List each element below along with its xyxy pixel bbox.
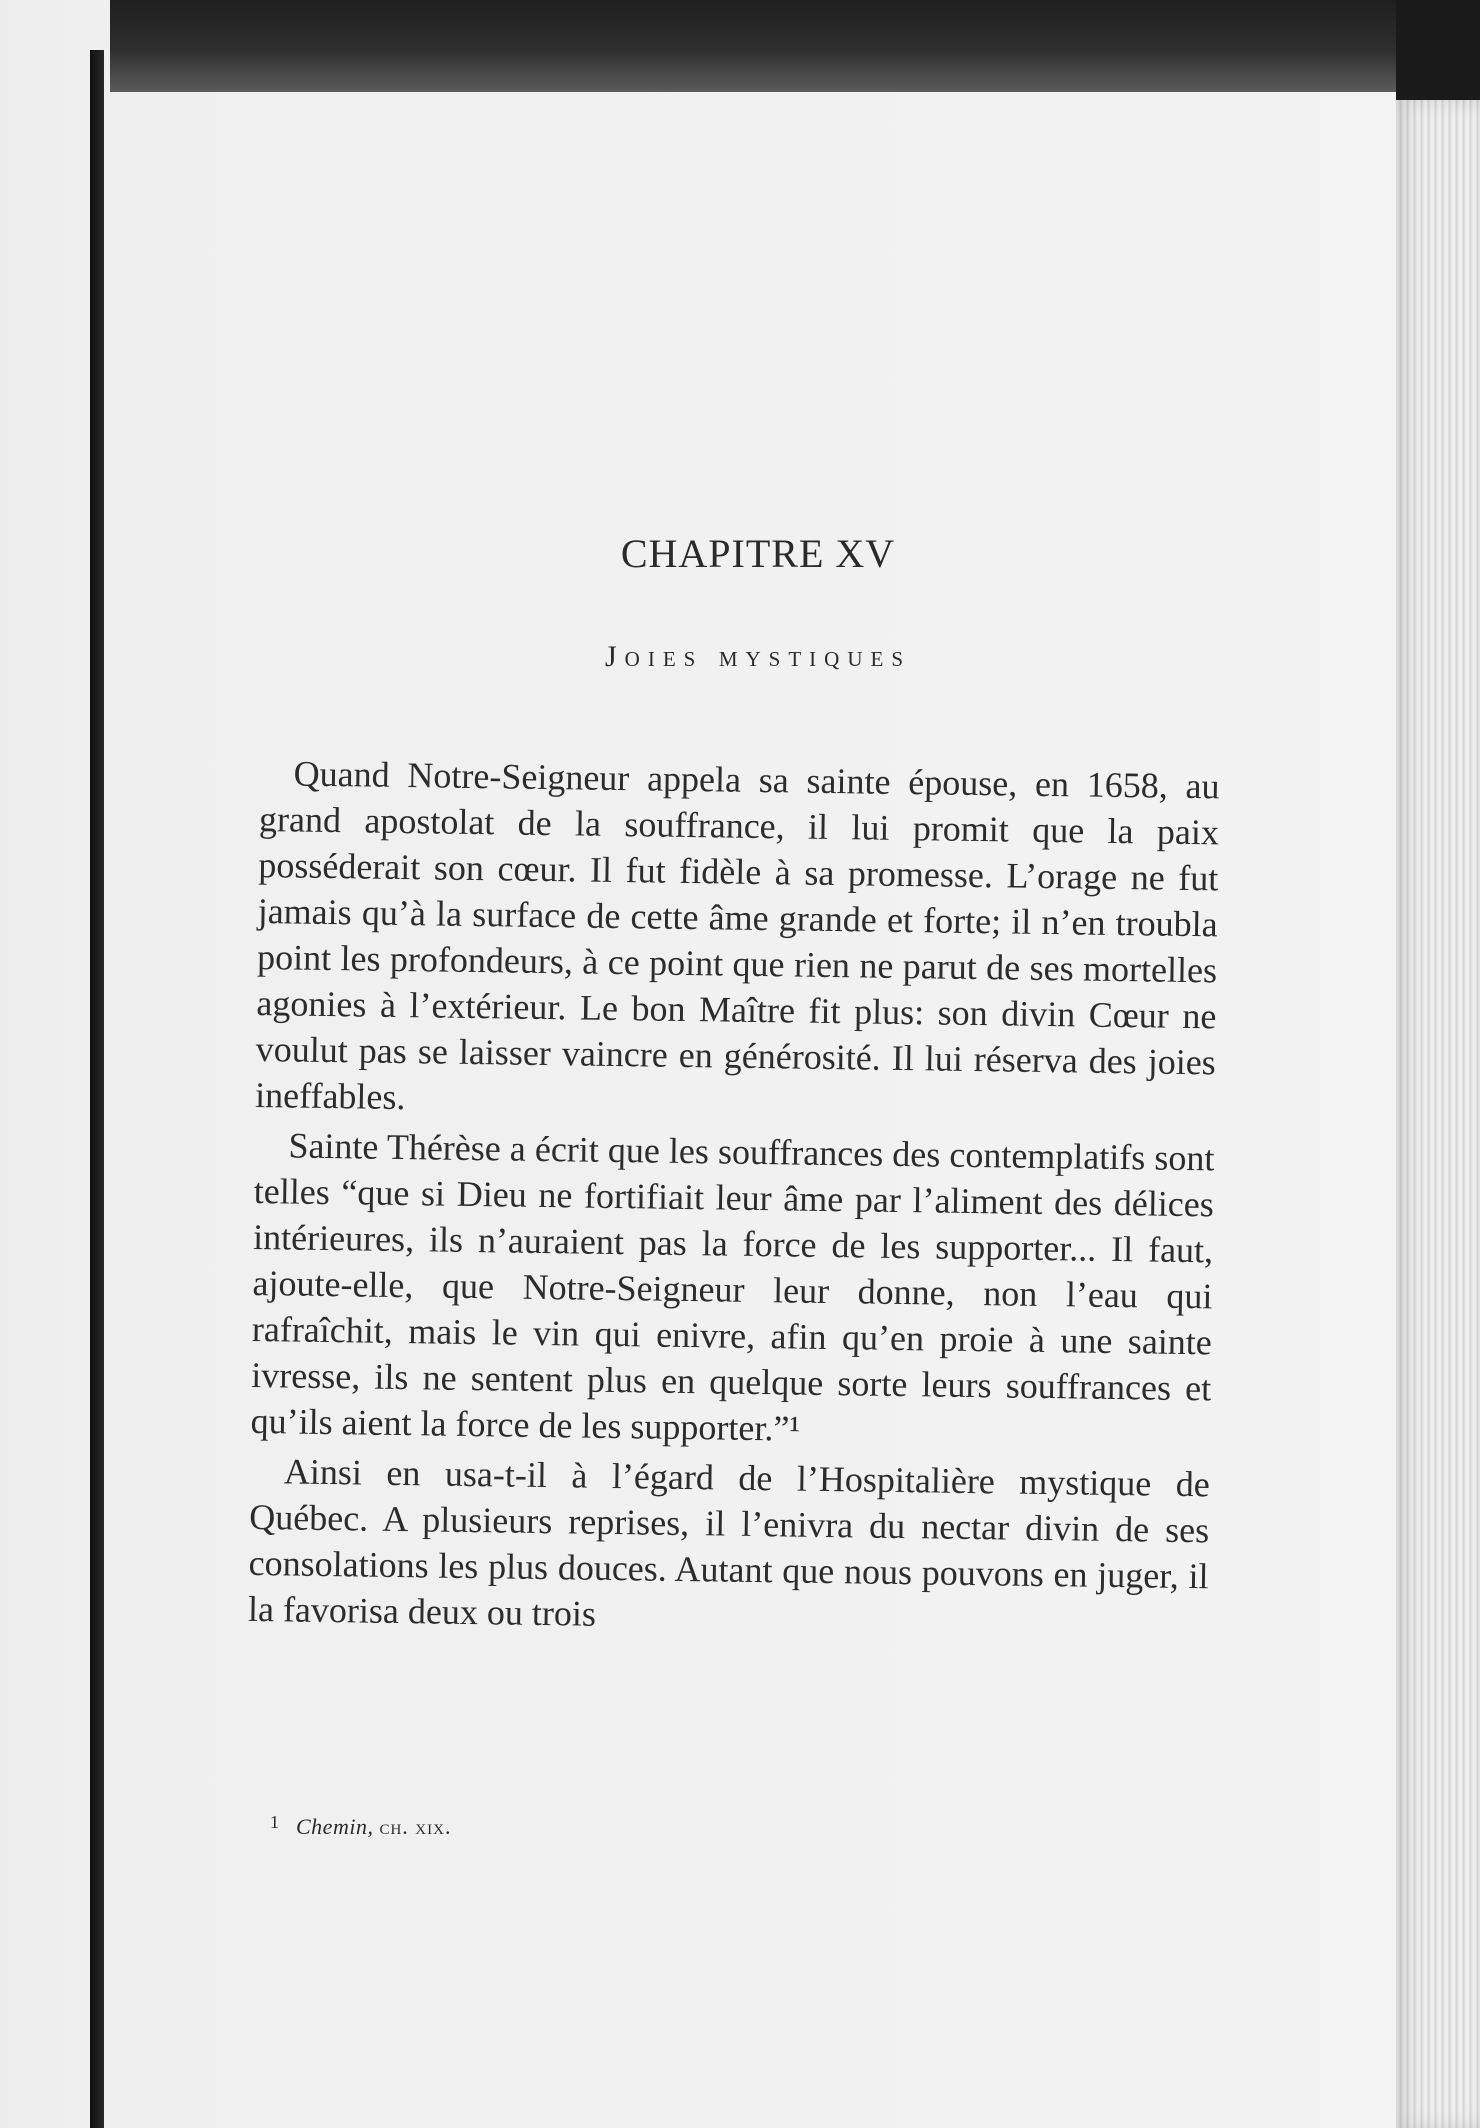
- scanner-dark-corner: [1396, 0, 1480, 100]
- book-spine-shadow: [90, 50, 104, 2128]
- page-edges: [1396, 100, 1480, 2128]
- chapter-body: [248, 750, 1220, 1649]
- footnote-source-title: Chemin,: [296, 1814, 374, 1839]
- book-page: [120, 40, 1396, 2120]
- paragraph: Quand Notre-Seigneur appela sa sainte épouse, en 1658, au grand apostolat de la souffrance, il lui promit que la paix posséderait son cœur. Il fut fidèle à sa promesse. L’orage ne fut jamais qu’à la surface de cette âme grande et forte; il n’en troubla point les profondeurs, à ce point que rien ne parut de ses mortelles agonies à l’extérieur. Le bon Maître fit plus: son divin Cœur ne voulut pas se laisser vaincre en générosité. Il lui réserva des joies ineffables.: [254, 753, 1220, 1118]
- paragraph: Ainsi en usa-t-il à l’égard de l’Hospitalière mystique de Québec. A plusieurs reprises, il l’enivra du nectar divin de ses consolations les plus douces. Autant que nous pouvons en juger, il la favorisa deux ou trois: [247, 1451, 1211, 1634]
- section-title: Joies mystiques: [604, 640, 912, 673]
- footnote-reference: ch. xix.: [379, 1814, 452, 1839]
- footnote-marker: 1: [270, 1812, 280, 1832]
- chapter-title: CHAPITRE XV: [620, 531, 896, 576]
- paragraph: Sainte Thérèse a écrit que les souffrances des contemplatifs sont telles “que si Dieu ne fortifiait leur âme par l’aliment des délices intérieures, ils n’auraient pas la force de les supporter... Il faut, ajoute-elle, que Notre-Seigneur leur donne, non l’eau qui rafraîchit, mais le vin qui enivre, afin qu’en proie à une sainte ivresse, ils ne sentent plus en quelque sorte leurs souffrances et qu’ils aient la force de les supporter.”¹: [250, 1125, 1215, 1449]
- footnote: [270, 1812, 1230, 1840]
